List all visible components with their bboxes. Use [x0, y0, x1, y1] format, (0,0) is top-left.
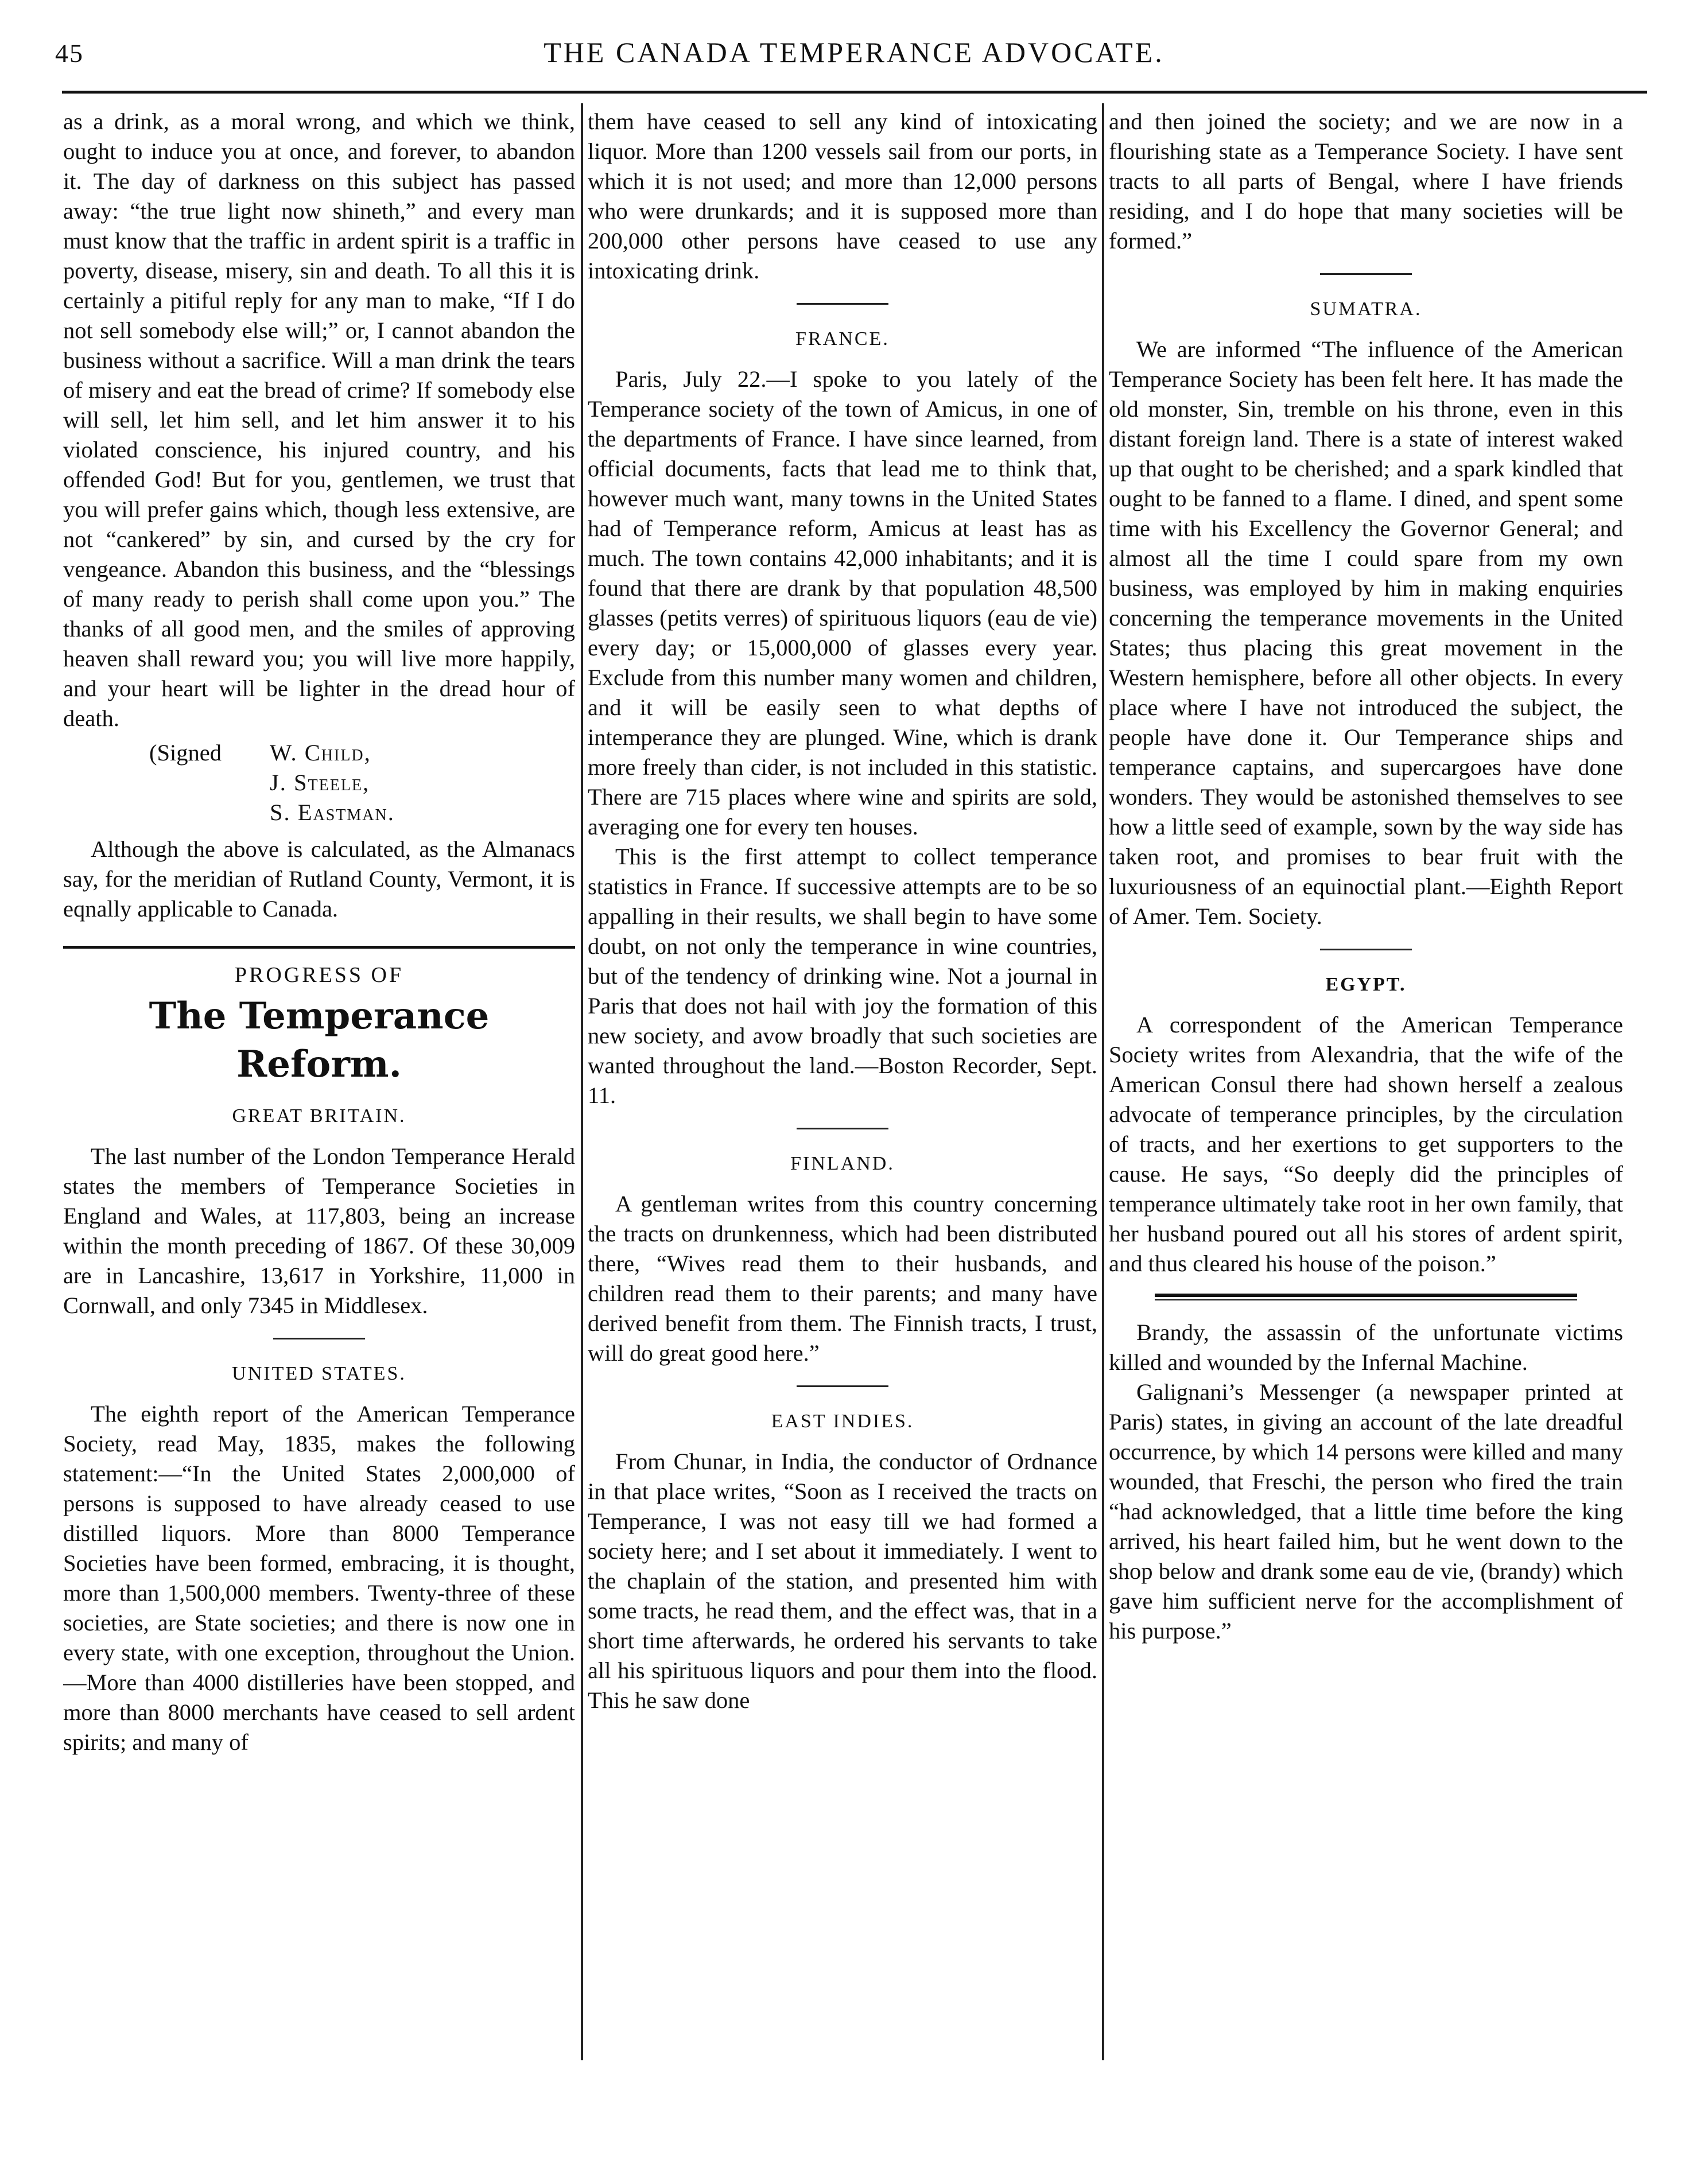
signature-block: [63, 738, 575, 828]
feature-title: The Temperance Reform.: [149, 995, 490, 1086]
section-heading-great-britain: GREAT BRITAIN.: [232, 1105, 406, 1127]
section-heading-east-indies: EAST INDIES.: [771, 1411, 914, 1432]
egypt-paragraph: A correspondent of the American Temperance Society writes from Alexandria, that the wife of the American Consul there had shown herself a zealous advocate of temperance principles, by the circulation of tracts, and her exertions to get supporters to the cause. He says, “So deeply did the principles of temperance ultimately take root in her own family, that her husband poured out all his stores of ardent spirit, and thus cleared his house of the poison.”: [1109, 1012, 1623, 1276]
column-3: [1109, 107, 1623, 2058]
signatory-name: J. Steele,: [270, 770, 370, 795]
column-2: [588, 107, 1097, 2058]
section-heading-united-states: UNITED STATES.: [232, 1363, 406, 1384]
section-heading-sumatra: SUMATRA.: [1310, 298, 1422, 320]
header-rule: [62, 91, 1647, 94]
great-britain-paragraph: The last number of the London Temperance Herald states the members of Temperance Societies in England and Wales, at 117,803, being an increase within the month preceding of 1867. Of these 30,009 are in Lancashire, 13,617 in Yorkshire, 11,000 in Cornwall, and only 7345 in Middlesex.: [63, 1143, 575, 1318]
column-rule-right: [1102, 103, 1104, 2060]
column-rule-left: [581, 103, 583, 2060]
column-1: [63, 107, 575, 2058]
east-indies-paragraph: From Chunar, in India, the conductor of Ordnance in that place writes, “Soon as I received the tracts on Temperance, I was not easy till we had formed a society here; and I set about it immediately. I went to the chaplain of the station, and presented him with some tracts, he read them, and the effect was, that in a short time afterwards, he ordered his servants to take all his spirituous liquors and pour them into the flood. This he saw done: [588, 1449, 1097, 1713]
section-divider: [1320, 949, 1412, 950]
feature-heading-block: [63, 946, 575, 1089]
note-paragraph: Although the above is calculated, as the Almanacs say, for the meridian of Rutland County, Vermont, it is eqnally applicable to Canada.: [63, 836, 575, 922]
section-divider: [273, 1338, 365, 1339]
section-divider: [797, 1128, 888, 1129]
section-divider: [1320, 273, 1412, 275]
section-heading-finland: FINLAND.: [790, 1153, 895, 1174]
page-header: [0, 0, 1708, 92]
united-states-paragraph: The eighth report of the American Temperance Society, read May, 1835, makes the following statement:—“In the United States 2,000,000 of persons is supposed to have already ceased to use distilled liquors. More than 8000 Temperance Societies have been formed, embracing, it is thought, more than 1,500,000 members. Twenty-three of these societies, are State societies; and there is now one in every state, with one exception, throughout the Union.—More than 4000 distilleries have been stopped, and more than 8000 merchants have ceased to sell ardent spirits; and many of: [63, 1401, 575, 1755]
section-divider: [797, 303, 888, 305]
section-divider: [797, 1385, 888, 1387]
section-heading-egypt: EGYPT.: [1325, 974, 1407, 995]
signatory-name: S. Eastman.: [270, 799, 395, 825]
article-continuation-paragraph: as a drink, as a moral wrong, and which we think, ought to induce you at once, and forever, to abandon it. The day of darkness on this subject has passed away: “the true light now shineth,” and every man must know that the traffic in ardent spirit is a traffic in poverty, disease, misery, sin and death. To all this it is certainly a pitiful reply for any man to make, “If I do not sell somebody else will;” or, I cannot abandon the business without a sacrifice. Will a man drink the tears of misery and eat the bread of crime? If somebody else will sell, let him sell, and let him answer it to his violated conscience, his injured country, and his offended God! But for you, gentlemen, we trust that you will prefer gains which, though less extensive, are not “cankered” by sin, and cursed by the cry for vengeance. Abandon this business, and the “blessings of many ready to perish shall come upon you.” The thanks of all good men, and the smiles of approving heaven shall reward you; you will live more happily, and your heart will be lighter in the dread hour of death.: [63, 108, 575, 731]
article-divider: [1155, 1294, 1577, 1300]
signed-label: (Signed: [149, 740, 222, 766]
signatory-name: W. Child,: [270, 740, 371, 766]
united-states-continuation-paragraph: them have ceased to sell any kind of intoxicating liquor. More than 1200 vessels sail from our ports, in which it is not used; and more than 12,000 persons who were drunkards; and it is supposed more than 200,000 other persons have ceased to use any intoxicating drink.: [588, 108, 1097, 284]
journal-title: THE CANADA TEMPERANCE ADVOCATE.: [544, 36, 1164, 68]
feature-kicker: PROGRESS OF: [234, 963, 404, 987]
galignani-paragraph: Galignani’s Messenger (a newspaper printed at Paris) states, in giving an account of the late dreadful occurrence, by which 14 persons were killed and many wounded, that Freschi, the person who fired the train “had acknowledged, that a little time before the king arrived, his heart failed him, but he went down to the shop below and drank some eau de vie, (brandy) which gave him sufficient nerve for the accomplishment of his purpose.”: [1109, 1379, 1623, 1644]
finland-paragraph: A gentleman writes from this country concerning the tracts on drunkenness, which had been distributed there, “Wives read them to their husbands, and children read them to their parents; and many have derived benefit from them. The Finnish tracts, I trust, will do great good here.”: [588, 1191, 1097, 1366]
brandy-paragraph: Brandy, the assassin of the unfortunate victims killed and wounded by the Infernal Machine.: [1109, 1319, 1623, 1375]
section-heading-france: FRANCE.: [795, 328, 890, 350]
east-indies-continuation-paragraph: and then joined the society; and we are now in a flourishing state as a Temperance Society. I have sent tracts to all parts of Bengal, where I have friends residing, and I do hope that many societies will be formed.”: [1109, 108, 1623, 254]
page-number: 45: [55, 38, 84, 68]
france-paragraph: This is the first attempt to collect temperance statistics in France. If successive attempts are to be so appalling in their results, we shall begin to have some doubt, on not only the temperance in wine countries, but of the tendency of drinking wine. Not a journal in Paris that does not hail with joy the formation of this new society, and avow broadly that such societies are wanted throughout the land.—Boston Recorder, Sept. 11.: [588, 844, 1097, 1108]
sumatra-paragraph: We are informed “The influence of the American Temperance Society has been felt here. It has made the old monster, Sin, tremble on his throne, even in this distant foreign land. There is a state of interest waked up that ought to be cherished; and a spark kindled that ought to be fanned to a flame. I dined, and spent some time with his Excellency the Governor General; and almost all the time I could spare from my own business, was employed by him in making enquiries concerning the temperance movements in the United States; thus placing this great movement in the Western hemisphere, before all other objects. In every place where I have not introduced the subject, the people have done it. Our Temperance ships and temperance captains, and supercargoes have done wonders. They would be astonished themselves to see how a little seed of example, sown by the way side has taken root, and promises to bear fruit with the luxuriousness of an equinoctial plant.—Eighth Report of Amer. Tem. Society.: [1109, 336, 1623, 929]
france-paragraph: Paris, July 22.—I spoke to you lately of the Temperance society of the town of Amicus, in one of the departments of France. I have since learned, from official documents, facts that lead me to think that, however much want, many towns in the United States had of Temperance reform, Amicus at least has as much. The town contains 42,000 inhabitants; and it is found that there are drank by that population 48,500 glasses (petits verres) of spirituous liquors (eau de vie) every day; or 15,000,000 of glasses every year. Exclude from this number many women and children, and it will be easily seen to what depths of intemperance they are plunged. Wine, which is drank more freely than cider, is not included in this statistic. There are 715 places where wine and spirits are sold, averaging one for every ten houses.: [588, 366, 1097, 840]
